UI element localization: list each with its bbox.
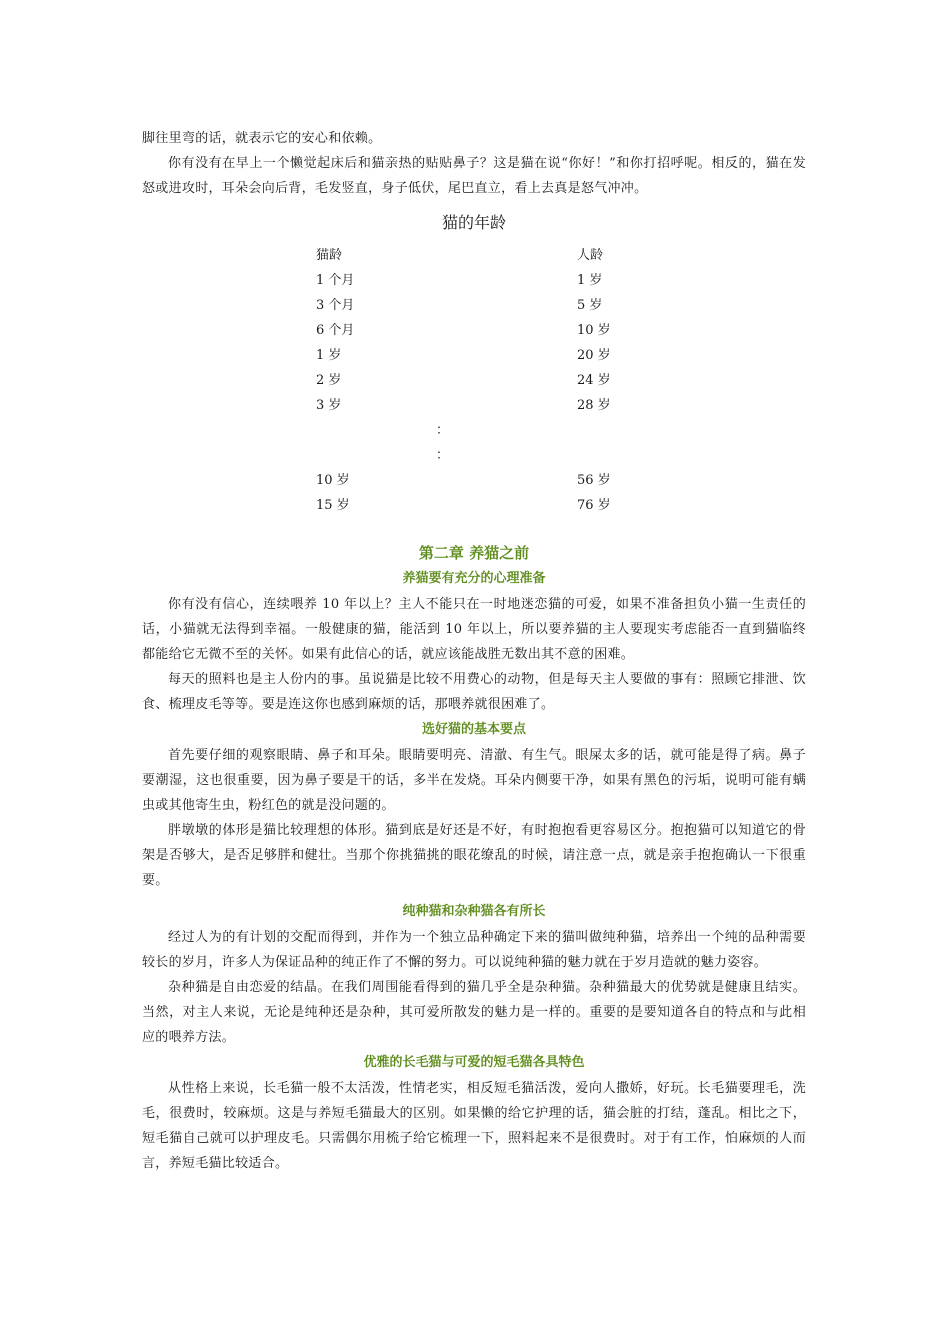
chapter-title: 第二章 养猫之前 <box>418 544 530 562</box>
cat-age-cell: 10 岁 <box>316 473 350 488</box>
ellipsis-mark: ： <box>436 423 450 438</box>
human-age-cell: 20 岁 <box>577 348 611 363</box>
section-paragraph: 从性格上来说，长毛猫一般不太活泼，性情老实，相反短毛猫活泼，爱向人撒娇，好玩。长毛猫要理毛，洗毛，很费时，较麻烦。这是与养短毛猫最大的区别。如果懒的给它护理的话，猫会脏的打结，蓬乱。相比之下，短毛猫自己就可以护理皮毛。只需偶尔用梳子给它梳理一下，照料起来不是很费时。对于有工作，怕麻烦的人而言，养短毛猫比较适合。 <box>142 1081 806 1171</box>
table-row <box>314 291 697 316</box>
human-age-cell: 10 岁 <box>577 323 611 338</box>
intro-paragraph-2: 你有没有在早上一个懒觉起床后和猫亲热的贴贴鼻子？这是猫在说“你好！”和你打招呼呢。相反的，猫在发怒或进攻时，耳朵会向后背，毛发竖直，身子低伏，尾巴直立，看上去真是怒气冲冲。 <box>142 156 806 196</box>
header-cat-age: 猫龄 <box>316 248 343 263</box>
section-paragraph: 你有没有信心，连续喂养 10 年以上？主人不能只在一时地迷恋猫的可爱，如果不准备担负小猫一生责任的话，小猫就无法得到幸福。一般健康的猫，能活到 10 年以上，所以要养猫的主人要现实考虑能否一直到猫临终都能给它无微不至的关怀。如果有此信心的话，就应该能战胜无数出其不意的困难。 <box>142 597 806 662</box>
cat-age-cell: 2 岁 <box>316 373 342 388</box>
intro-paragraph-1: 脚往里弯的话，就表示它的安心和依赖。 <box>142 131 382 146</box>
section-paragraph: 胖墩墩的体形是猫比较理想的体形。猫到底是好还是不好，有时抱抱看更容易区分。抱抱猫可以知道它的骨架是否够大，是否足够胖和健壮。当那个你挑猫挑的眼花缭乱的时候，请注意一点，就是亲手抱抱确认一下很重要。 <box>142 823 806 888</box>
human-age-cell: 76 岁 <box>577 498 611 513</box>
header-human-age: 人龄 <box>577 248 604 263</box>
ellipsis-row <box>314 416 697 441</box>
human-age-cell: 24 岁 <box>577 373 611 388</box>
section-title: 选好猫的基本要点 <box>421 722 526 737</box>
section-paragraph: 每天的照料也是主人份内的事。虽说猫是比较不用费心的动物，但是每天主人要做的事有：照顾它排泄、饮食、梳理皮毛等等。要是连这你也感到麻烦的话，那喂养就很困难了。 <box>142 672 806 712</box>
table-row <box>314 491 697 516</box>
table-row <box>314 341 697 366</box>
section-title: 纯种猫和杂种猫各有所长 <box>402 904 546 919</box>
section-paragraph: 杂种猫是自由恋爱的结晶。在我们周围能看得到的猫几乎全是杂种猫。杂种猫最大的优势就是健康且结实。当然，对主人来说，无论是纯种还是杂种，其可爱所散发的魅力是一样的。重要的是要知道各自的特点和与此相应的喂养方法。 <box>142 980 806 1045</box>
age-table-title: 猫的年龄 <box>441 213 506 232</box>
section-paragraph: 首先要仔细的观察眼睛、鼻子和耳朵。眼睛要明亮、清澈、有生气。眼屎太多的话，就可能是得了病。鼻子要潮湿，这也很重要，因为鼻子要是干的话，多半在发烧。耳朵内侧要干净，如果有黑色的污垢，说明可能有螨虫或其他寄生虫，粉红色的就是没问题的。 <box>142 748 806 813</box>
human-age-cell: 28 岁 <box>577 398 611 413</box>
table-row <box>314 316 697 341</box>
ellipsis-mark: ： <box>436 448 450 463</box>
human-age-cell: 5 岁 <box>577 298 603 313</box>
table-row <box>314 466 697 491</box>
cat-age-table <box>314 241 697 516</box>
cat-age-cell: 3 岁 <box>316 398 342 413</box>
section-title: 养猫要有充分的心理准备 <box>402 571 546 586</box>
table-row <box>314 391 697 416</box>
human-age-cell: 1 岁 <box>577 273 603 288</box>
section-paragraph: 经过人为的有计划的交配而得到，并作为一个独立品种确定下来的猫叫做纯种猫，培养出一个纯的品种需要较长的岁月，许多人为保证品种的纯正作了不懈的努力。可以说纯种猫的魅力就在于岁月造就的魅力姿容。 <box>142 930 806 970</box>
cat-age-cell: 6 个月 <box>316 323 355 338</box>
cat-age-cell: 1 岁 <box>316 348 342 363</box>
ellipsis-row <box>314 441 697 466</box>
table-header-row <box>314 241 697 266</box>
cat-age-cell: 1 个月 <box>316 273 355 288</box>
cat-age-cell: 15 岁 <box>316 498 350 513</box>
cat-age-cell: 3 个月 <box>316 298 355 313</box>
table-row <box>314 266 697 291</box>
document-page <box>142 126 806 1176</box>
human-age-cell: 56 岁 <box>577 473 611 488</box>
section-title: 优雅的长毛猫与可爱的短毛猫各具特色 <box>363 1055 585 1070</box>
table-row <box>314 366 697 391</box>
